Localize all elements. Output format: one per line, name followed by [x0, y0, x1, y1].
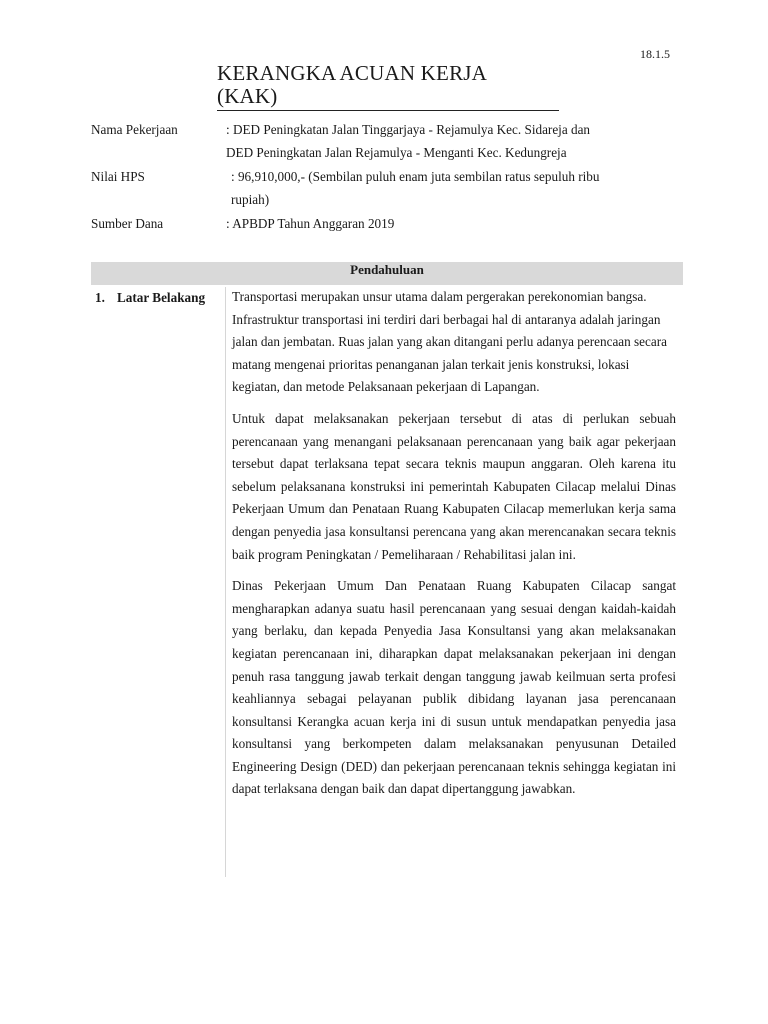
body-text: [232, 286, 676, 810]
paragraph-1: Transportasi merupakan unsur utama dalam pergerakan perekonomian bangsa. Infrastruktur transportasi ini terdiri dari berbagai hal di antaranya adalah jaringan jalan dan jembatan. Ruas jalan yang akan ditangani perlu adanya perencaan secara matang mengenai prioritas penanganan jalan terkait jenis konstruksi, lokasi kegiatan, dan metode Pelaksanaan pekerjaan di Lapangan.: [232, 289, 667, 395]
section-header: [91, 262, 683, 285]
meta-value-pekerjaan-1: : DED Peningkatan Jalan Tinggarjaya - Rejamulya Kec. Sidareja dan: [226, 122, 591, 137]
meta-label-hps: Nilai HPS: [91, 169, 145, 184]
paragraph-2: Untuk dapat melaksanakan pekerjaan tersebut di atas di perlukan sebuah perencanaan yang menangani pelaksanaan perencanaan yang baik agar pekerjaan tersebut dapat terlaksana tepat secara teknis maupun anggaran. Oleh karena itu sebelum pelaksanana konstruksi ini pemerintah Kabupaten Cilacap melalui Dinas Pekerjaan Umum dan Penataan Ruang Kabupaten Cilacap memerlukan kerja sama dengan penyedia jasa konsultansi perencana yang akan merencanakan secara teknis baik program Peningkatan / Pemeliharaan / Rehabilitasi jalan ini.: [232, 410, 676, 562]
paragraph-3: Dinas Pekerjaan Umum Dan Penataan Ruang Kabupaten Cilacap sangat mengharapkan adanya suatu hasil perencanaan yang sesuai dengan kaidah-kaidah yang berlaku, dan kepada Penyedia Jasa Konsultansi yang akan melaksanakan kegiatan perencanaan ini, diharapkan dapat melaksanakan pekerjaan ini dengan penuh rasa tanggung jawab terkait dengan tanggung jawab keilmuan serta profesi keahliannya sebagai pelayanan publik dibidang layanan jasa perencanaan konsultansi Kerangka acuan kerja ini di susun untuk mendapatkan penyedia jasa konsultansi yang berkompeten dalam melaksanakan penyusunan Detailed Engineering Design (DED) dan pekerjaan perencanaan teknis sehingga kegiatan ini dapat terlaksana dengan baik dan dapat dipertanggung jawabkan.: [232, 578, 676, 797]
meta-value-hps-1: : 96,910,000,- (Sembilan puluh enam juta sembilan ratus sepuluh ribu: [231, 169, 600, 184]
item-label: [95, 287, 205, 309]
title-line-1: KERANGKA ACUAN KERJA: [217, 61, 488, 85]
title-line-2: (KAK): [217, 84, 278, 108]
item-number: 1.: [95, 290, 105, 305]
column-divider: [225, 287, 226, 877]
meta-value-pekerjaan-2: DED Peningkatan Jalan Rejamulya - Menganti Kec. Kedungreja: [226, 145, 567, 160]
item-title: Latar Belakang: [117, 290, 206, 305]
meta-value-dana: : APBDP Tahun Anggaran 2019: [226, 216, 395, 231]
meta-label-pekerjaan: Nama Pekerjaan: [91, 122, 178, 137]
document-number: 18.1.5: [640, 47, 670, 61]
meta-value-hps-2: rupiah): [231, 192, 270, 207]
meta-label-dana: Sumber Dana: [91, 216, 164, 231]
section-title: Pendahuluan: [350, 262, 424, 277]
page-title: [217, 62, 559, 111]
